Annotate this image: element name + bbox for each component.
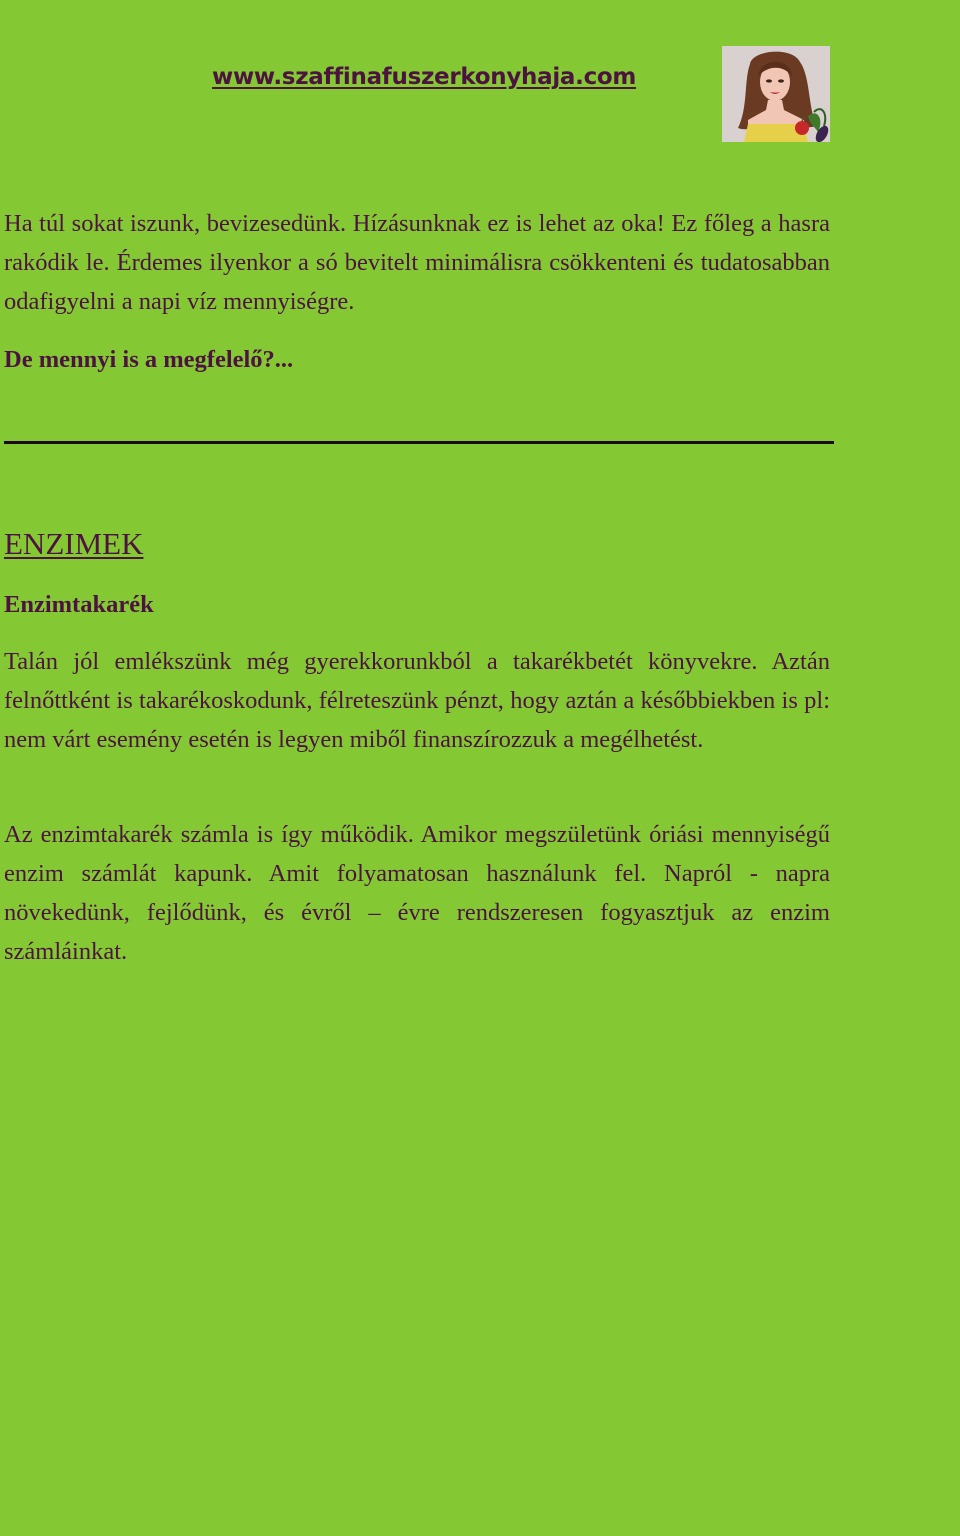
subheading: Enzimtakarék	[4, 591, 154, 618]
author-portrait-icon	[722, 46, 830, 142]
body-paragraph: Az enzimtakarék számla is így működik. Amikor megszületünk óriási mennyiségű enzim számlát kapunk. Amit folyamatosan használunk fel. Napról - napra növekedünk, fejlődünk, és évről – évre rendszeresen fogyasztjuk az enzim számláinkat.	[4, 821, 830, 965]
section-heading: ENZIMEK	[4, 526, 144, 561]
intro-paragraph: Ha túl sokat iszunk, bevizesedünk. Hízásunknak ez is lehet az oka! Ez főleg a hasra rakódik le. Érdemes ilyenkor a só bevitelt minimálisra csökkenteni és tudatosabban odafigyelni a napi víz mennyiségre.	[4, 210, 830, 315]
site-url-link[interactable]: www.szaffinafuszerkonyhaja.com	[212, 64, 637, 90]
section-divider	[4, 441, 834, 444]
body-paragraph: Talán jól emlékszünk még gyerekkorunkból a takarékbetét könyvekre. Aztán felnőttként is takarékoskodunk, félreteszünk pénzt, hogy aztán a későbbiekben is pl: nem várt esemény esetén is legyen miből finanszírozzuk a megélhetést.	[4, 648, 830, 753]
question-text: De mennyi is a megfelelő?...	[4, 346, 294, 373]
